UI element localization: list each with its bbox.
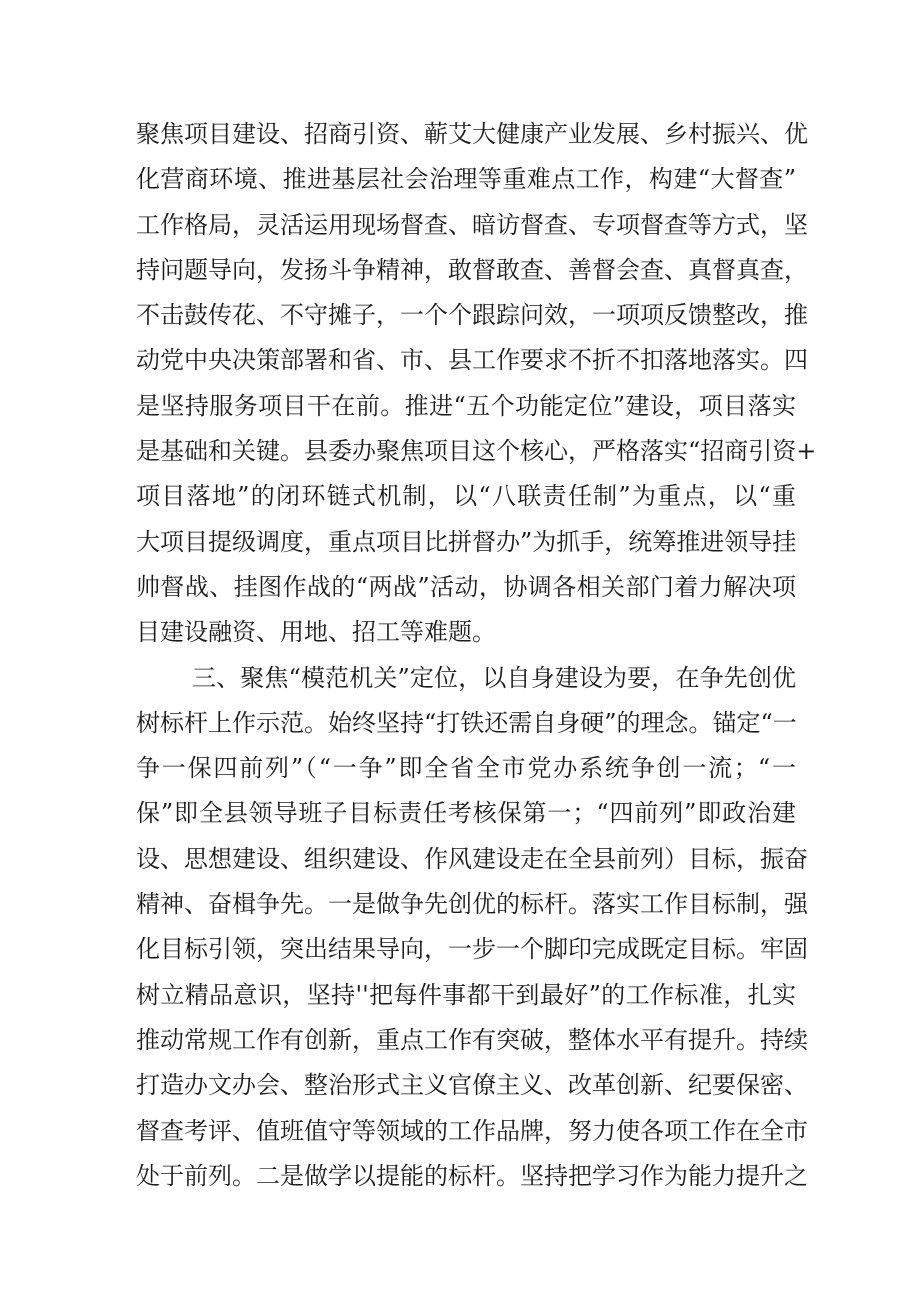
section-heading-line: 三、聚焦“模范机关”定位，以自身建设为要，在争先创优 — [192, 663, 796, 692]
text-line: 化营商环境、推进基层社会治理等重难点工作，构建“大督查” — [136, 165, 796, 194]
text-line: 保”即全县领导班子目标责任考核保第一；“四前列”即政治建 — [136, 799, 796, 828]
text-line: 聚焦项目建设、招商引资、蕲艾大健康产业发展、乡村振兴、优 — [136, 120, 808, 148]
text-line: 帅督战、挂图作战的“两战”活动，协调各相关部门着力解决项 — [136, 572, 796, 601]
text-line: 工作格局，灵活运用现场督查、暗访督查、专项督查等方式，坚 — [136, 210, 808, 239]
text-line: 设、思想建设、组织建设、作风建设走在全县前列）目标，振奋 — [136, 844, 808, 873]
text-line: 项目落地”的闭环链式机制，以“八联责任制”为重点，以“重 — [136, 482, 796, 511]
text-line: 大项目提级调度，重点项目比拼督办”为抓手，统筹推进领导挂 — [136, 527, 797, 556]
text-line: 督查考评、值班值守等领域的工作品牌，努力使各项工作在全市 — [136, 1116, 808, 1145]
text-line: 目建设融资、用地、招工等难题。 — [136, 618, 496, 647]
text-line: 是坚持服务项目干在前。推进“五个功能定位”建设，项目落实 — [136, 391, 796, 420]
text-line: 是基础和关键。县委办聚焦项目这个核心，严格落实“招商引资+ — [136, 437, 817, 466]
text-line: 推动常规工作有创新，重点工作有突破，整体水平有提升。持续 — [136, 1025, 808, 1054]
text-line: 化目标引领，突出结果导向，一步一个脚印完成既定目标。牢固 — [136, 935, 808, 964]
body-text — [136, 112, 817, 1199]
text-line: 持问题导向，发扬斗争精神，敢督敢查、善督会查、真督真查， — [136, 255, 808, 284]
text-line: 树标杆上作示范。始终坚持“打铁还需自身硬”的理念。锚定“一 — [136, 708, 797, 737]
text-line: 争一保四前列”（“一争”即全省全市党办系统争创一流；“一 — [136, 754, 796, 783]
text-line: 树立精品意识，坚持''把每件事都干到最好”的工作标准，扎实 — [136, 980, 796, 1009]
text-line: 精神、奋楫争先。一是做争先创优的标杆。落实工作目标制，强 — [136, 890, 808, 919]
text-line: 打造办文办会、整治形式主义官僚主义、改革创新、纪要保密、 — [136, 1071, 808, 1100]
text-line: 动党中央决策部署和省、市、县工作要求不折不扣落地落实。四 — [136, 346, 808, 375]
text-line: 处于前列。二是做学以提能的标杆。坚持把学习作为能力提升之 — [136, 1161, 808, 1190]
text-line: 不击鼓传花、不守摊子，一个个跟踪问效，一项项反馈整改，推 — [136, 301, 808, 330]
